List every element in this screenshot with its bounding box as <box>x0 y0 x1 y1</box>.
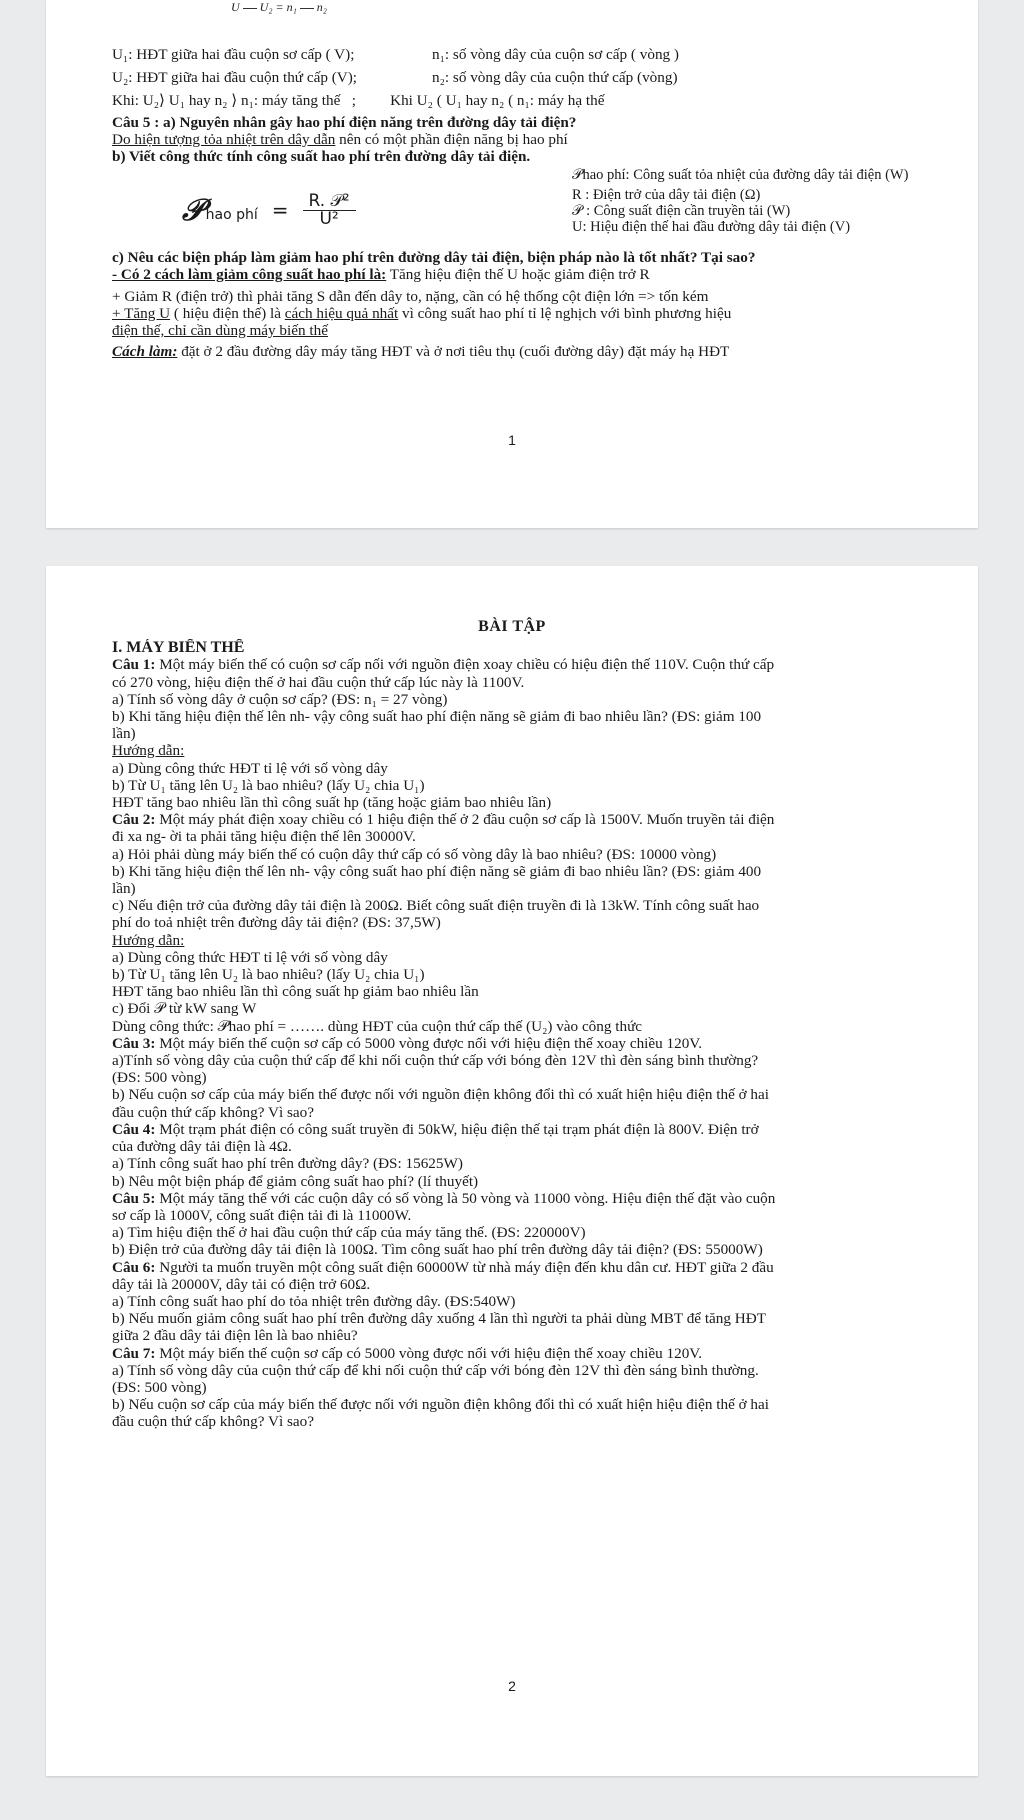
line-text: Một máy biến thế có cuộn sơ cấp nối với nguồn điện xoay chiều có hiệu điện thế 110V. Cuộn thứ cấp <box>155 656 775 674</box>
answer-5c-line <box>112 266 912 283</box>
exercise-line <box>112 725 912 742</box>
line-text: b) Khi tăng hiệu điện thế lên nh- vậy công suất hao phí điện năng sẽ giảm đi bao nhiêu lần? (ĐS: giảm 100 <box>112 708 762 726</box>
line-text: a)Tính số vòng dây của cuộn thứ cấp để khi nối cuộn thứ cấp với bóng đèn 12V thì đèn sáng bình thường? <box>112 1052 759 1070</box>
definition-left: U₂: HĐT giữa hai đầu cuộn thứ cấp (V); <box>112 69 358 87</box>
definition-right: n₂: số vòng dây của cuộn thứ cấp (vòng) <box>432 69 678 87</box>
exercise-line <box>112 1104 912 1121</box>
line-text: c) Nếu điện trở của đường dây tải điện là 200Ω. Biết công suất điện truyền đi là 13kW. Tính công suất hao <box>112 897 760 915</box>
legend-line: 𝒫 : Công suất điện cần truyền tải (W) <box>572 203 791 220</box>
page-1-content <box>112 46 912 360</box>
line-text: của đường dây tải điện là 4Ω. <box>112 1138 292 1156</box>
exercise-line <box>112 1327 912 1344</box>
line-text: a) Tính số vòng dây ở cuộn sơ cấp? (ĐS: n₁ = 27 vòng) <box>112 690 448 708</box>
exercise-line <box>112 656 912 673</box>
answer-underlined: cách hiệu quả nhất <box>284 304 399 322</box>
answer-underlined: + Tăng U <box>112 304 171 322</box>
fraction-u-den: U₂ <box>259 0 273 14</box>
question-label: Câu 3: <box>112 1034 156 1052</box>
exercise-line <box>112 1241 912 1258</box>
exercise-line <box>112 1345 912 1362</box>
formula-legend <box>572 167 908 235</box>
answer-mid: ( hiệu điện thế) là <box>170 304 285 322</box>
exercise-line <box>112 1173 912 1190</box>
answer-5c-line <box>112 343 912 360</box>
line-text: b) Từ U₁ tăng lên U₂ là bao nhiêu? (lấy U₂ chia U₁) <box>112 966 425 984</box>
answer-underlined: - Có 2 cách làm giảm công suất hao phí là: <box>112 266 387 284</box>
exercise-line <box>112 708 912 725</box>
exercise-line <box>112 880 912 897</box>
exercise-line <box>112 1138 912 1155</box>
document-page-1 <box>46 0 978 528</box>
answer-5c-line: điện thế, chỉ cần dùng máy biến thế <box>112 322 328 340</box>
line-text: Dùng công thức: 𝒫hao phí = ……. dùng HĐT của cuộn thứ cấp thế (U₂) vào công thức <box>112 1017 643 1035</box>
exercise-line <box>112 932 912 949</box>
answer-5a-underlined: Do hiện tượng tỏa nhiệt trên dây dẫn <box>112 130 336 148</box>
answer-rest: vì công suất hao phí tỉ lệ nghịch với bình phương hiệu <box>398 304 732 322</box>
line-text: lần) <box>112 725 136 743</box>
line-text: Một máy tăng thế với các cuộn dây có số vòng là 50 vòng và 11000 vòng. Hiệu điện thế đặt vào cuộn <box>155 1189 776 1207</box>
answer-5a-rest: nên có một phần điện năng bị hao phí <box>335 130 568 148</box>
definition-left: U₁: HĐT giữa hai đầu cuộn sơ cấp ( V); <box>112 46 355 63</box>
exercise-line <box>112 966 912 983</box>
line-text: dây tải là 20000V, dây tải có điện trở 60Ω. <box>112 1275 371 1293</box>
document-page-2 <box>46 566 978 1776</box>
exercise-line <box>112 914 912 931</box>
line-text: đầu cuộn thứ cấp không? Vì sao? <box>112 1103 314 1121</box>
exercise-line <box>112 1396 912 1413</box>
exercise-line <box>112 742 912 759</box>
exercise-line <box>112 828 912 845</box>
question-5a: Câu 5 : a) Nguyên nhân gây hao phí điện năng trên đường dây tải điện? <box>112 113 577 131</box>
formula-numerator: R. 𝒫² <box>303 193 356 211</box>
line-text: có 270 vòng, hiệu điện thế ở hai đầu cuộn thứ cấp lúc này là 1100V. <box>112 673 525 691</box>
exercise-line <box>112 1224 912 1241</box>
line-text: Người ta muốn truyền một công suất điện 60000W từ nhà máy điện đến khu dân cư. HĐT giữa 2 đầu <box>155 1258 774 1276</box>
question-label: Câu 6: <box>112 1258 156 1276</box>
answer-5c-line: + Giảm R (điện trở) thì phải tăng S dẫn đến dây to, nặng, cần có hệ thống cột điện lớn => tốn kém <box>112 287 709 305</box>
line-text: đi xa ng- ời ta phải tăng hiệu điện thế lên 30000V. <box>112 828 416 846</box>
exercise-line <box>112 794 912 811</box>
line-text: c) Đổi 𝒫 từ kW sang W <box>112 1000 257 1018</box>
line-text: đầu cuộn thứ cấp không? Vì sao? <box>112 1413 314 1431</box>
exercise-line <box>112 1413 912 1430</box>
line-text: Một máy phát điện xoay chiều có 1 hiệu điện thế ở 2 đầu cuộn sơ cấp là 1500V. Muốn truyền tải điện <box>155 811 775 829</box>
exercise-line <box>112 863 912 880</box>
fraction-bar <box>243 8 257 9</box>
line-text: a) Tính công suất hao phí trên đường dây? (ĐS: 15625W) <box>112 1155 463 1173</box>
definition-right: n₁: số vòng dây của cuộn sơ cấp ( vòng ) <box>432 46 679 63</box>
line-text: b) Nếu cuộn sơ cấp của máy biến thế được nối với nguồn điện không đổi thì có xuất hiện hiệu điện thế ở hai <box>112 1086 769 1104</box>
question-label: Câu 5: <box>112 1189 156 1207</box>
line-text: b) Nếu muốn giảm công suất hao phí trên đường dây xuống 4 lần thì người ta phải dùng MBT để tăng HĐT <box>112 1310 766 1328</box>
exercise-line <box>112 1362 912 1379</box>
exercise-line <box>112 691 912 708</box>
line-text: (ĐS: 500 vòng) <box>112 1378 207 1396</box>
guide-heading: Hướng dẫn: <box>112 742 185 760</box>
transformer-type-line: Khi: U₂⟩ U₁ hay n₂ ⟩ n₁: máy tăng thế ; Khi U₂ ( U₁ hay n₂ ( n₁: máy hạ thế <box>112 92 605 110</box>
exercise-list <box>112 656 912 1430</box>
question-label: Câu 1: <box>112 656 156 674</box>
power-loss-formula <box>182 193 356 228</box>
exercise-line <box>112 1155 912 1172</box>
line-text: a) Dùng công thức HĐT tỉ lệ với số vòng dây <box>112 759 388 777</box>
exercise-line <box>112 1052 912 1069</box>
ratio-fraction: U U₂ = n₁ n₂ <box>231 0 327 14</box>
definition-row <box>112 46 912 63</box>
line-text: Một máy biến thế cuộn sơ cấp có 5000 vòng được nối với hiệu điện thế xoay chiều 120V. <box>155 1344 703 1362</box>
exercise-line <box>112 1259 912 1276</box>
answer-5a <box>112 131 912 148</box>
exercise-line <box>112 777 912 794</box>
formula-equals: = <box>271 198 289 223</box>
page-number: 2 <box>508 1678 516 1694</box>
method-label: Cách làm: <box>112 343 178 361</box>
page-2-content <box>112 618 912 1431</box>
legend-line: 𝒫hao phí: Công suất tỏa nhiệt của đường dây tải điện (W) <box>572 167 909 184</box>
page-number: 1 <box>508 432 516 448</box>
exercise-line <box>112 1207 912 1224</box>
legend-line: R : Điện trở của dây tải điện (Ω) <box>572 187 761 204</box>
formula-subscript: hao phí <box>205 207 258 224</box>
question-label: Câu 7: <box>112 1344 156 1362</box>
exercise-line <box>112 1018 912 1035</box>
exercise-title: BÀI TẬP <box>478 618 546 635</box>
exercise-line <box>112 949 912 966</box>
exercise-line <box>112 760 912 777</box>
exercise-line <box>112 674 912 691</box>
answer-5c-line <box>112 305 912 322</box>
fraction-u-num: U <box>231 0 240 14</box>
guide-heading: Hướng dẫn: <box>112 931 185 949</box>
line-text: sơ cấp là 1000V, công suất điện tải đi là 11000W. <box>112 1206 412 1224</box>
exercise-line <box>112 1069 912 1086</box>
fraction-bar <box>300 8 314 9</box>
formula-denominator: U² <box>319 209 339 230</box>
exercise-line <box>112 1190 912 1207</box>
exercise-line <box>112 811 912 828</box>
line-text: b) Nếu cuộn sơ cấp của máy biến thế được nối với nguồn điện không đổi thì có xuất hiện hiệu điện thế ở hai <box>112 1396 769 1414</box>
exercise-line <box>112 1379 912 1396</box>
line-text: b) Khi tăng hiệu điện thế lên nh- vậy công suất hao phí điện năng sẽ giảm đi bao nhiêu lần? (ĐS: giảm 400 <box>112 862 762 880</box>
line-text: HĐT tăng bao nhiêu lần thì công suất hp (tăng hoặc giảm bao nhiêu lần) <box>112 794 552 812</box>
line-text: (ĐS: 500 vòng) <box>112 1069 207 1087</box>
fraction-n-den: n₂ <box>316 0 327 14</box>
line-text: a) Tính số vòng dây của cuộn thứ cấp để khi nối cuộn thứ cấp với bóng đèn 12V thì đèn sáng bình thường. <box>112 1361 759 1379</box>
line-text: a) Dùng công thức HĐT tỉ lệ với số vòng dây <box>112 948 388 966</box>
answer-rest: Tăng hiệu điện thế U hoặc giảm điện trở R <box>386 266 650 284</box>
line-text: HĐT tăng bao nhiêu lần thì công suất hp giảm bao nhiêu lần <box>112 983 479 1001</box>
question-label: Câu 2: <box>112 811 156 829</box>
exercise-line <box>112 1121 912 1138</box>
line-text: a) Hỏi phải dùng máy biến thế có cuộn dây thứ cấp có số vòng dây là bao nhiêu? (ĐS: 10000 vòng) <box>112 845 717 863</box>
exercise-line <box>112 1035 912 1052</box>
line-text: giữa 2 đầu dây tải điện lên là bao nhiêu? <box>112 1327 358 1345</box>
exercise-line <box>112 1293 912 1310</box>
legend-line: U: Hiệu điện thế hai đầu đường dây tải điện (V) <box>572 219 851 236</box>
question-5b: b) Viết công thức tính công suất hao phí trên đường dây tải điện. <box>112 148 531 166</box>
exercise-line <box>112 983 912 1000</box>
exercise-line <box>112 846 912 863</box>
exercise-line <box>112 1086 912 1103</box>
line-text: Một trạm phát điện có công suất truyền đi 50kW, hiệu điện thế tại trạm phát điện là 800V. Điện trở <box>155 1120 759 1138</box>
line-text: a) Tính công suất hao phí do tỏa nhiệt trên đường dây. (ĐS:540W) <box>112 1292 516 1310</box>
line-text: Một máy biến thế cuộn sơ cấp có 5000 vòng được nối với hiệu điện thế xoay chiều 120V. <box>155 1034 703 1052</box>
method-text: đặt ở 2 đầu đường dây máy tăng HĐT và ở nơi tiêu thụ (cuối đường dây) đặt máy hạ HĐT <box>177 343 730 361</box>
power-symbol: 𝒫 <box>182 193 204 229</box>
question-label: Câu 4: <box>112 1120 156 1138</box>
exercise-line <box>112 1310 912 1327</box>
line-text: b) Nêu một biện pháp để giảm công suất hao phí? (lí thuyết) <box>112 1172 479 1190</box>
formula-block <box>112 167 912 245</box>
line-text: lần) <box>112 880 136 898</box>
line-text: phí do toả nhiệt trên đường dây tải điện? (ĐS: 37,5W) <box>112 914 441 932</box>
definition-row <box>112 69 912 86</box>
formula-fraction <box>303 193 356 228</box>
exercise-line <box>112 1000 912 1017</box>
line-text: b) Điện trở của đường dây tải điện là 100Ω. Tìm công suất hao phí trên đường dây tải điện? (ĐS: 55000W) <box>112 1241 763 1259</box>
line-text: b) Từ U₁ tăng lên U₂ là bao nhiêu? (lấy U₂ chia U₁) <box>112 776 425 794</box>
section-heading: I. MÁY BIẾN THẾ <box>112 639 245 657</box>
exercise-line <box>112 897 912 914</box>
line-text: a) Tìm hiệu điện thế ở hai đầu cuộn thứ cấp của máy tăng thế. (ĐS: 220000V) <box>112 1224 586 1242</box>
question-5c: c) Nêu các biện pháp làm giảm hao phí trên đường dây tải điện, biện pháp nào là tốt nhất? Tại sao? <box>112 249 756 267</box>
exercise-line <box>112 1276 912 1293</box>
fraction-n-num: n₁ <box>286 0 297 14</box>
